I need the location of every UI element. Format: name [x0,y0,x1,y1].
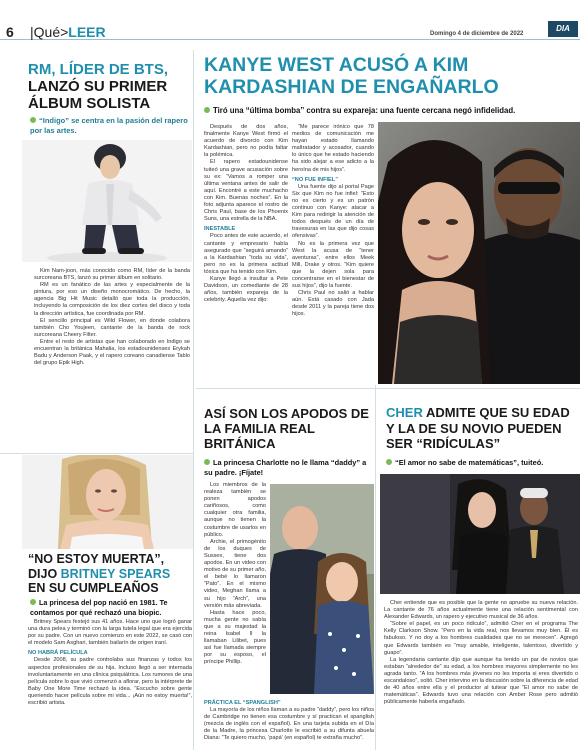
paragraph: Britney Spears festejó sus 41 años. Hace uno que logró ganar una dura pelea y terminó con la larga tutela legal que era ejercida por su padre. Con un nuevo comienzo en este 2022, se casó con el modelo Sam Asghari, también bailarín de origen iraní. [28,619,192,647]
britney-headline: “NO ESTOY MUERTA”, DIJO BRITNEY SPEARS EN SU CUMPLEAÑOS [28,552,171,595]
charlotte-photo [270,484,374,694]
column-rule [375,385,376,750]
newspaper-logo: DIA [548,21,578,37]
section-label [30,24,106,40]
row-rule [196,388,580,389]
britney-photo-image [22,455,193,549]
paragraph: Entre el resto de artistas que han colaborado en Indigo se encuentran la británica Mahalia, los estadounidenses Erykah Badu y Anderson Paak, y el rapero coreano canadiense Tablo del grupo Epik High. [34,338,190,367]
paragraph: Archie, el primogénito de los duques de Sussex, tiene dos apodos. En un video con motivo de su primer año, el bebé lo llamaron “Pato”. En el mismo video, Meghan llama a su hijo “Arch”, una versión más abreviada. [204,538,266,609]
kanye-col1 [204,124,288,304]
britney-body [28,619,192,707]
rm-headline [28,61,188,112]
subhead: INESTABLE [204,226,236,233]
paragraph: Los miembros de la realeza también se ponen apodos cariñosos, como cualquier otra familia, aunque no tienen la costumbre de usarlos en público. [204,482,266,538]
paragraph: Después de dos años, finalmente Kanye West firmó el acuerdo de divorcio con Kim Kardashian, pero no podía faltar la polémica. [204,124,288,159]
paragraph: La legendaria cantante dijo que aunque ha tenido un par de novios que estaban “alrededor de” su edad, a los hombres mayores simplemente no les agrada tanto. “A los hombres más jóvenes no les importa si eres divertido o escandaloso”, soltó. Cher intervino en la discusión sobre la diferencia de edad de 40 años entre ella y el productor al tuitear que “El amor no sabe de matemáticas”. Edwards tuvo una relación con Amber Rose pero admitió públicamente haberla engañado. [384,656,578,706]
bullet-icon [30,599,36,605]
charlotte-photo-image [270,484,374,694]
paragraph: “Sobre el papel, es un poco ridículo”, admitió Cher en el programa The Kelly Clarkson Show. “Pero en la vida real, nos llevamos muy bien. Él es fabuloso. Y no doy a los hombres cualidades que no se merecen”. Agregó que Edwards también es “muy amable, inteligente, talentoso, divertido y guapo”. [384,621,578,656]
subhead: NO HABRÁ PELÍCULA [28,650,88,657]
bullet-icon [30,117,36,123]
cher-photo-image [380,474,580,594]
cher-body [384,600,578,706]
rm-headline-line2: LANZÓ SU PRIMER ÁLBUM SOLISTA [28,78,168,112]
row-rule [0,453,193,454]
paragraph: “Me parece irónico que 78 medios de comunicación me hayan estado llamando maltratador y acosador, cuando lo único que he estado haciendo ha sido alejar a ese adicto a la heroína de mis hijos”. [292,124,374,173]
cher-dek: “El amor no sabe de matemáticas”, tuiteó. [386,458,580,468]
section-name: LEER [68,24,106,40]
subhead: PRÁCTICA EL “SPANGLISH” [204,700,281,706]
paragraph: Hasta hace poco, mucha gente no sabía que a su majestad la reina Isabel II la llamaban Lilibet, pues así fue llamada siempre por su esposo, el príncipe Phillip. [204,609,266,666]
britney-headline-line3: EN SU CUMPLEAÑOS [28,581,159,595]
britney-dek: La princesa del pop nació en 1981. Te contamos por qué rechazó una biopic. [30,598,168,617]
paragraph: La mayoría de los niños llaman a su padre “daddy”, pero los niños de Cambridge no tienen esa costumbre y sí practican el spanglish (mezcla de inglés con el español). En una tarjeta subida en el Día de la Madre, la princesa Charlotte le escribió a su difunta abuela Diana: “Te quiero mucho, ‘papá’ (en español) te extraña mucho”. [204,707,374,742]
rm-dek: “Indigo” se centra en la pasión del rapero por las artes. [30,116,188,135]
rm-body [34,268,190,367]
paragraph: RM es un fanático de las artes y especialmente de la pintura, por eso un diseño monocromático. De hecho, la agencia Big Hit Music detalló que toda la producción, incluyendo la composición de los diez cortes del disco y toda la dirección artística, fue coordinada por RM. [34,282,190,317]
kanye-kim-photo [378,122,580,384]
britney-name: BRITNEY SPEARS [60,566,171,581]
bullet-icon [386,459,392,465]
kanye-dek: Tiró una “última bomba” contra su expareja: una fuente cercana negó infidelidad. [204,106,576,116]
britney-photo [22,455,193,549]
charlotte-body [204,482,266,666]
paragraph: Chris Paul no salió a hablar aún. Está casado con Jada desde 2011 y la pareja tiene dos hijos. [292,290,374,318]
cher-name: CHER [386,405,423,420]
kanye-headline: KANYE WEST ACUSÓ A KIM KARDASHIAN DE ENGAÑARLO [204,54,499,98]
paragraph: Desde 2008, su padre controlaba sus finanzas y todos los aspectos profesionales de su hija. Incluso llegó a ser internada involuntariamente en una clínica psiquiátrica. Los rumores de una película sobre lo que vivió comenzó a aflorar, pero la intérprete de Baby One More Time rechazó la idea. “Escucho sobre gente queriendo hacer película sobre mi vida... ¡Aún no estoy muerta!”, escribió artista. [28,657,192,707]
cher-photo [380,474,580,594]
paragraph: Kanye llegó a insultar a Pete Davidson, un comediante de 28 años, también expareja de la celebrity. Aquella vez dijo: [204,275,288,304]
paragraph: Una fuente dijo al portal Page Six que Kim no fue infiel: “Esto no es cierto y es un patrón continuo con Kanye: atacar a Kim para redirigir la atención de todos después de un día de travesuras en las que dijo cosas ofensivas”. [292,183,374,240]
column-rule [193,50,194,750]
britney-headline-line1: “NO ESTOY MUERTA”, [28,552,165,566]
paragraph: Cher entiende que es posible que la gente no apruebe su nueva relación. La cantante de 76 años actualmente tiene una relación sentimental con Alexander Edwards, un rapero y ejecutivo musical de 36 años. [384,600,578,621]
rm-photo-image [22,140,192,262]
paragraph: Poco antes de este acuerdo, el cantante y empresario había asegurado que “seguirá amando” a la Kardashian “toda su vida”, pero no es la primera actitud tóxica que ha tenido con Kim. [204,233,288,275]
bullet-icon [204,459,210,465]
kanye-kim-photo-image [378,122,580,384]
paragraph: El rapero estadounidense tuiteó una grave acusación sobre su ex: “Vamos a romper una última ventana antes de salir de aquí. Encontré a este muchacho con Kim. Buenas noches”. En la foto adjunta aparece el rostro de Chris Paul, base de los Phoenix Suns, una estrella de la NBA. [204,159,288,223]
charlotte-headline: ASÍ SON LOS APODOS DE LA FAMILIA REAL BRITÁNICA [204,406,369,451]
charlotte-body-2 [204,700,374,743]
section-prefix: |Qué> [30,24,69,40]
rm-headline-line1: RM, LÍDER DE BTS, [28,61,169,78]
issue-date: Domingo 4 de diciembre de 2022 [430,31,524,37]
charlotte-dek: La princesa Charlotte no le llama “daddy” a su padre. ¡Fíjate! [204,458,367,477]
kanye-col2 [292,124,374,319]
paragraph: No es la primera vez que West la acusa de “tener aventuras”, entre ellos Meek Mill, Drake y otros. “Kim quiere que la dejen sola para concentrarse en el bienestar de sus hijos”, dijo la fuente. [292,240,374,290]
paragraph: El sencillo principal es Wild Flower, en donde colabora también Cho Youjeen, cantante de la banda de rock surcoreana Cheery Filter. [34,317,190,338]
rm-photo [22,140,192,262]
cher-headline: CHER ADMITE QUE SU EDAD Y LA DE SU NOVIO PUEDEN SER “RIDÍCULAS” [386,405,570,451]
page-number: 6 [6,24,14,40]
paragraph: Kim Nam-joon, más conocido como RM, líder de la banda surcoreana BTS, lanzó su primer álbum en solitario. [34,268,190,282]
subhead: “NO FUE INFIEL” [292,176,338,183]
bullet-icon [204,107,210,113]
